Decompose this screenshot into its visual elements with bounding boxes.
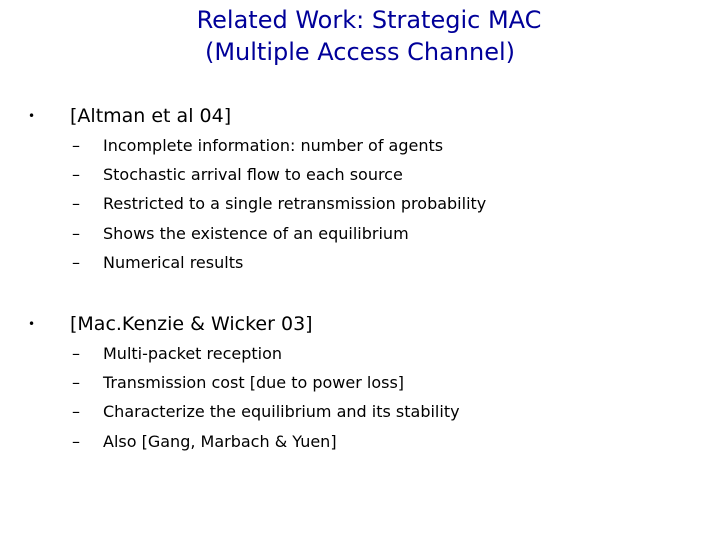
sub-marker: –: [72, 253, 80, 272]
sub-marker: –: [72, 373, 80, 392]
sub-marker: –: [72, 432, 80, 451]
sub-marker: –: [72, 402, 80, 421]
sub-item-text: Incomplete information: number of agents: [103, 136, 444, 155]
sub-item-text: Stochastic arrival flow to each source: [103, 165, 403, 184]
bullet-marker: •: [28, 109, 36, 123]
title-line-1: Related Work: Strategic MAC: [196, 6, 542, 34]
sub-item-text: Restricted to a single retransmission probability: [103, 194, 487, 213]
sub-marker: –: [72, 165, 80, 184]
sub-item-text: Numerical results: [103, 253, 244, 272]
sub-item-text: Transmission cost [due to power loss]: [103, 373, 405, 392]
sub-item-text: Shows the existence of an equilibrium: [103, 224, 409, 243]
bullet-heading: [Mac.Kenzie & Wicker 03]: [70, 313, 313, 335]
sub-item-text: Also [Gang, Marbach & Yuen]: [103, 432, 337, 451]
sub-marker: –: [72, 136, 80, 155]
bullet-heading: [Altman et al 04]: [70, 105, 232, 127]
sub-item-text: Characterize the equilibrium and its stability: [103, 402, 460, 421]
sub-marker: –: [72, 344, 80, 363]
sub-marker: –: [72, 224, 80, 243]
sub-marker: –: [72, 194, 80, 213]
title-line-2: (Multiple Access Channel): [204, 38, 515, 66]
bullet-marker: •: [28, 317, 36, 331]
sub-item-text: Multi-packet reception: [103, 344, 283, 363]
